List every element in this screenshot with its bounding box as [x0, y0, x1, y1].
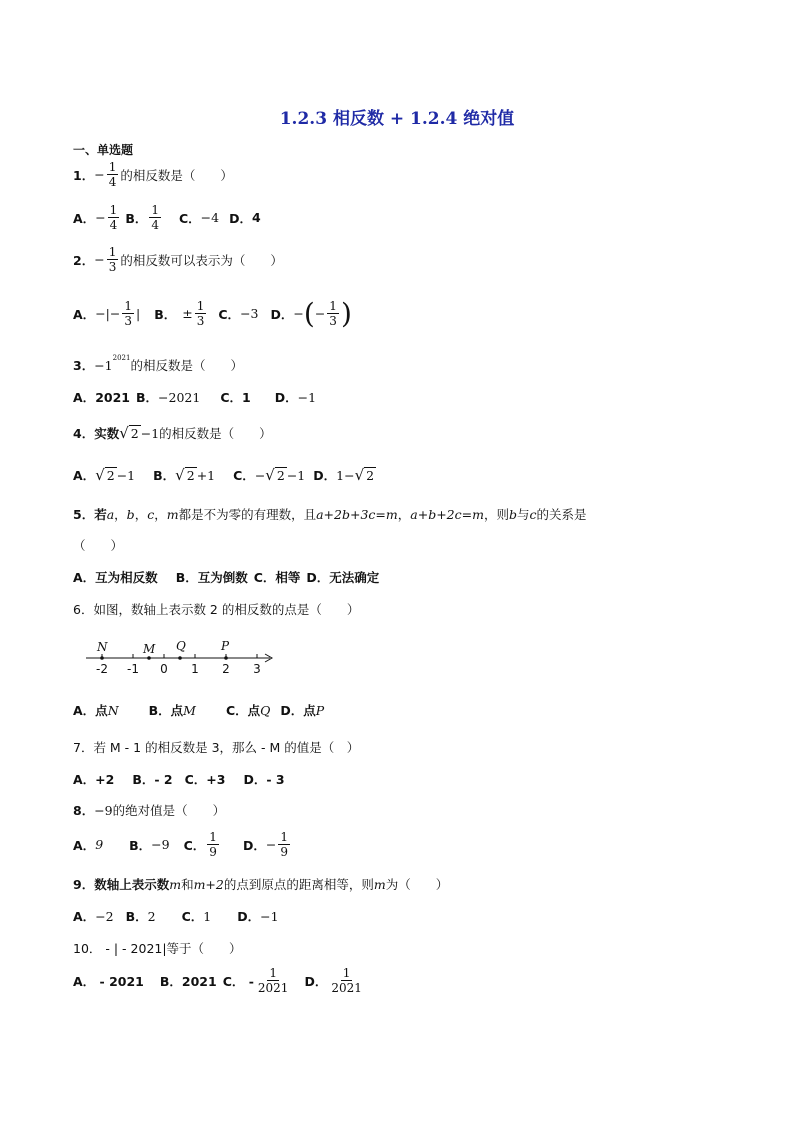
option-c: C． −3	[218, 306, 259, 322]
q6-options	[73, 701, 324, 719]
option-d: D． − ( − $\frac{1}{3}$ )	[270, 296, 352, 330]
option-b: B．互为倒数	[175, 570, 248, 585]
option-a: A． 9	[73, 837, 104, 853]
option-c: C． $\frac{1}{9}$	[183, 830, 217, 859]
q9-options	[73, 907, 279, 925]
option-a: A．点 N	[73, 702, 119, 718]
question-number: 1．	[73, 167, 95, 183]
page-title: 1.2.3 相反数 + 1.2.4 绝对值	[279, 109, 515, 129]
q8-options	[73, 830, 292, 859]
fraction: $\frac{1}{4}$	[108, 160, 117, 189]
q4-options	[73, 466, 376, 484]
option-c: C． − √ 2 −1	[233, 466, 306, 484]
option-c: C． 1	[181, 908, 212, 924]
tick-label: 3	[253, 662, 261, 676]
q5-options	[73, 568, 379, 586]
point-q-dot	[178, 656, 182, 660]
question-6: 6．如图，数轴上表示数 2 的相反数的点是（ ）	[73, 602, 360, 617]
option-d: D． 1− √ 2	[313, 466, 375, 484]
option-c: C． - $\frac{1}{2021}$	[222, 966, 289, 995]
point-label-p: P	[221, 639, 230, 653]
option-b: B．2021	[159, 973, 217, 989]
tick-label: -2	[96, 662, 108, 676]
option-d: D．无法确定	[306, 570, 380, 585]
option-b: B． $\frac{1}{4}$	[125, 203, 159, 232]
option-c: C． 1	[220, 389, 251, 405]
question-3: 3． −1 2021 的相反数是（ ）	[73, 354, 243, 373]
point-m-dot	[147, 656, 151, 660]
question-text: 的相反数是（ ）	[120, 167, 233, 183]
question-5-paren: （ ）	[73, 538, 124, 553]
point-label-n: N	[97, 640, 108, 654]
option-a: A．+2	[73, 772, 115, 787]
question-1: 1． − $\frac{1}{4}$ 的相反数是（ ）	[73, 160, 233, 189]
option-a: A．互为相反数	[73, 570, 158, 585]
point-p-dot	[224, 656, 228, 660]
q7-options	[73, 770, 285, 788]
q2-options	[73, 296, 352, 330]
option-b: B．- 2	[132, 772, 173, 787]
tick-label: 0	[160, 662, 168, 676]
option-b: B． −2021	[135, 389, 201, 405]
q3-options	[73, 388, 316, 406]
option-c: C．+3	[184, 772, 226, 787]
option-b: B． √ 2 +1	[153, 466, 216, 484]
question-4: 4．实数 √ 2 −1 的相反数是（ ）	[73, 424, 272, 442]
option-a: A． −2	[73, 908, 114, 924]
question-8: 8． −9 的绝对值是（ ）	[73, 802, 226, 818]
option-d: D． −1	[237, 908, 279, 924]
number-line-figure	[82, 636, 282, 678]
option-c: C．点 Q	[225, 702, 271, 718]
question-7: 7．若 M - 1 的相反数是 3，那么 - M 的值是（ ）	[73, 740, 360, 755]
option-d: D． 4	[229, 210, 261, 226]
option-c: C． −4	[178, 210, 220, 226]
tick-label: 1	[191, 662, 199, 676]
option-a: A． −|− $\frac{1}{3}$ |	[73, 299, 141, 328]
option-a: A． − $\frac{1}{4}$	[73, 203, 118, 232]
option-a: A． 2021	[73, 389, 130, 405]
question-5: 5．若 a ， b ， c ， m 都是不为零的有理数，且 a+2b+3c=m ， a+b+2c=m ，则 b 与 c 的关系是	[73, 506, 587, 522]
point-label-q: Q	[176, 639, 186, 653]
q1-options	[73, 203, 261, 232]
tick-label: 2	[222, 662, 230, 676]
point-label-m: M	[143, 642, 156, 656]
option-a: A． √ 2 −1	[73, 466, 136, 484]
option-d: D．- 3	[243, 772, 285, 787]
option-a: A． - 2021	[73, 973, 144, 989]
question-10: 10． - | - 2021|等于（ ）	[73, 941, 242, 956]
option-b: B．点 M	[148, 702, 196, 718]
question-9: 9．数轴上表示数 m 和 m+2 的点到原点的距离相等，则 m 为（ ）	[73, 876, 449, 892]
option-d: D． $\frac{1}{2021}$	[304, 966, 362, 995]
question-2: 2． − $\frac{1}{3}$ 的相反数可以表示为（ ）	[73, 245, 283, 274]
tick-label: -1	[127, 662, 139, 676]
point-n-dot	[100, 656, 104, 660]
option-b: B． −9	[129, 837, 170, 853]
option-d: D．点 P	[280, 702, 325, 718]
q10-options	[73, 966, 366, 995]
option-d: D． − $\frac{1}{9}$	[242, 830, 288, 859]
option-b: B． 2	[125, 908, 156, 924]
option-b: B． ± $\frac{1}{3}$	[154, 299, 205, 328]
section-heading: 一、单选题	[73, 143, 134, 157]
option-d: D． −1	[274, 389, 317, 405]
option-c: C．相等	[253, 570, 301, 585]
